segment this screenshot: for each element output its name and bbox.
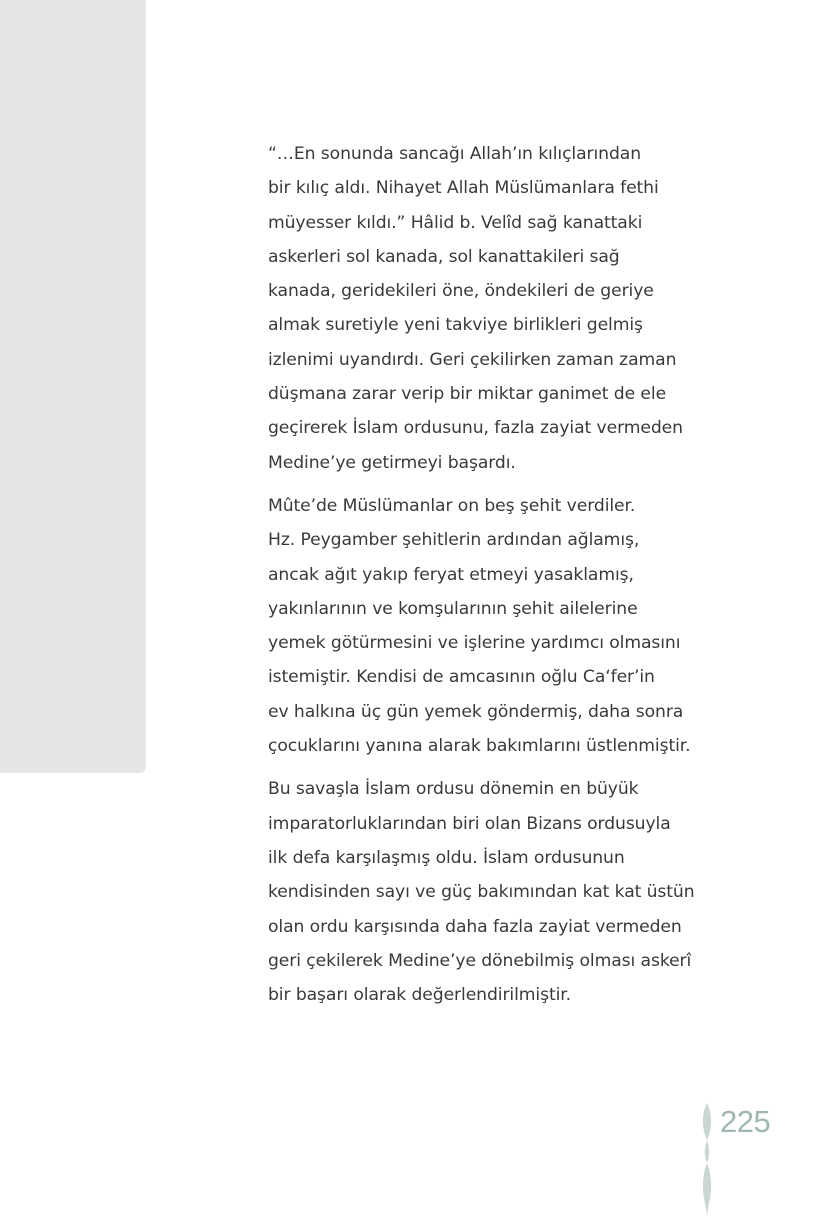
page-ornament-icon xyxy=(697,1103,717,1217)
text-line: askerleri sol kanada, sol kanattakileri sağ xyxy=(268,246,620,267)
text-line: kendisinden sayı ve güç bakımından kat kat üstün xyxy=(268,882,695,903)
text-line: bir başarı olarak değerlendirilmiştir. xyxy=(268,985,572,1006)
text-line: Hz. Peygamber şehitlerin ardından ağlamış, xyxy=(268,530,640,551)
text-line: “…En sonunda sancağı Allah’ın kılıçlarından xyxy=(268,144,642,164)
text-line: Mûte’de Müslümanlar on beş şehit verdiler. xyxy=(268,495,636,516)
text-line: almak suretiyle yeni takviye birlikleri gelmiş xyxy=(268,315,643,336)
text-line: müyesser kıldı.” Hâlid b. Velîd sağ kanattaki xyxy=(268,212,643,233)
paragraph-2 xyxy=(268,489,698,763)
paragraph-3 xyxy=(268,772,698,1012)
text-line: geçirerek İslam ordusunu, fazla zayiat vermeden xyxy=(268,418,683,439)
text-line: yemek götürmesini ve işlerine yardımcı olmasını xyxy=(268,633,681,654)
text-line: çocuklarını yanına alarak bakımlarını üstlenmiştir. xyxy=(268,736,691,757)
text-line: düşmana zarar verip bir miktar ganimet de ele xyxy=(268,384,667,405)
text-line: istemiştir. Kendisi de amcasının oğlu Ca‘fer’in xyxy=(268,667,655,688)
text-line: bir kılıç aldı. Nihayet Allah Müslümanlara fethi xyxy=(268,178,659,199)
text-line: kanada, geridekileri öne, öndekileri de geriye xyxy=(268,281,654,302)
text-line: geri çekilerek Medine’ye dönebilmiş olması askerî xyxy=(268,950,692,971)
paragraph-1 xyxy=(268,137,698,480)
text-line: ev halkına üç gün yemek göndermiş, daha sonra xyxy=(268,701,684,722)
text-line: imparatorluklarından biri olan Bizans ordusuyla xyxy=(268,813,671,834)
text-line: olan ordu karşısında daha fazla zayiat vermeden xyxy=(268,916,682,937)
text-line: Medine’ye getirmeyi başardı. xyxy=(268,452,516,473)
body-text xyxy=(268,137,698,1021)
page-number: 225 xyxy=(720,1104,771,1139)
side-panel xyxy=(0,0,146,773)
text-line: ilk defa karşılaşmış oldu. İslam ordusunun xyxy=(268,847,625,868)
text-line: Bu savaşla İslam ordusu dönemin en büyük xyxy=(268,779,639,800)
text-line: ancak ağıt yakıp feryat etmeyi yasaklamış, xyxy=(268,564,634,585)
text-line: yakınlarının ve komşularının şehit ailelerine xyxy=(268,598,638,619)
text-line: izlenimi uyandırdı. Geri çekilirken zaman zaman xyxy=(268,349,677,370)
